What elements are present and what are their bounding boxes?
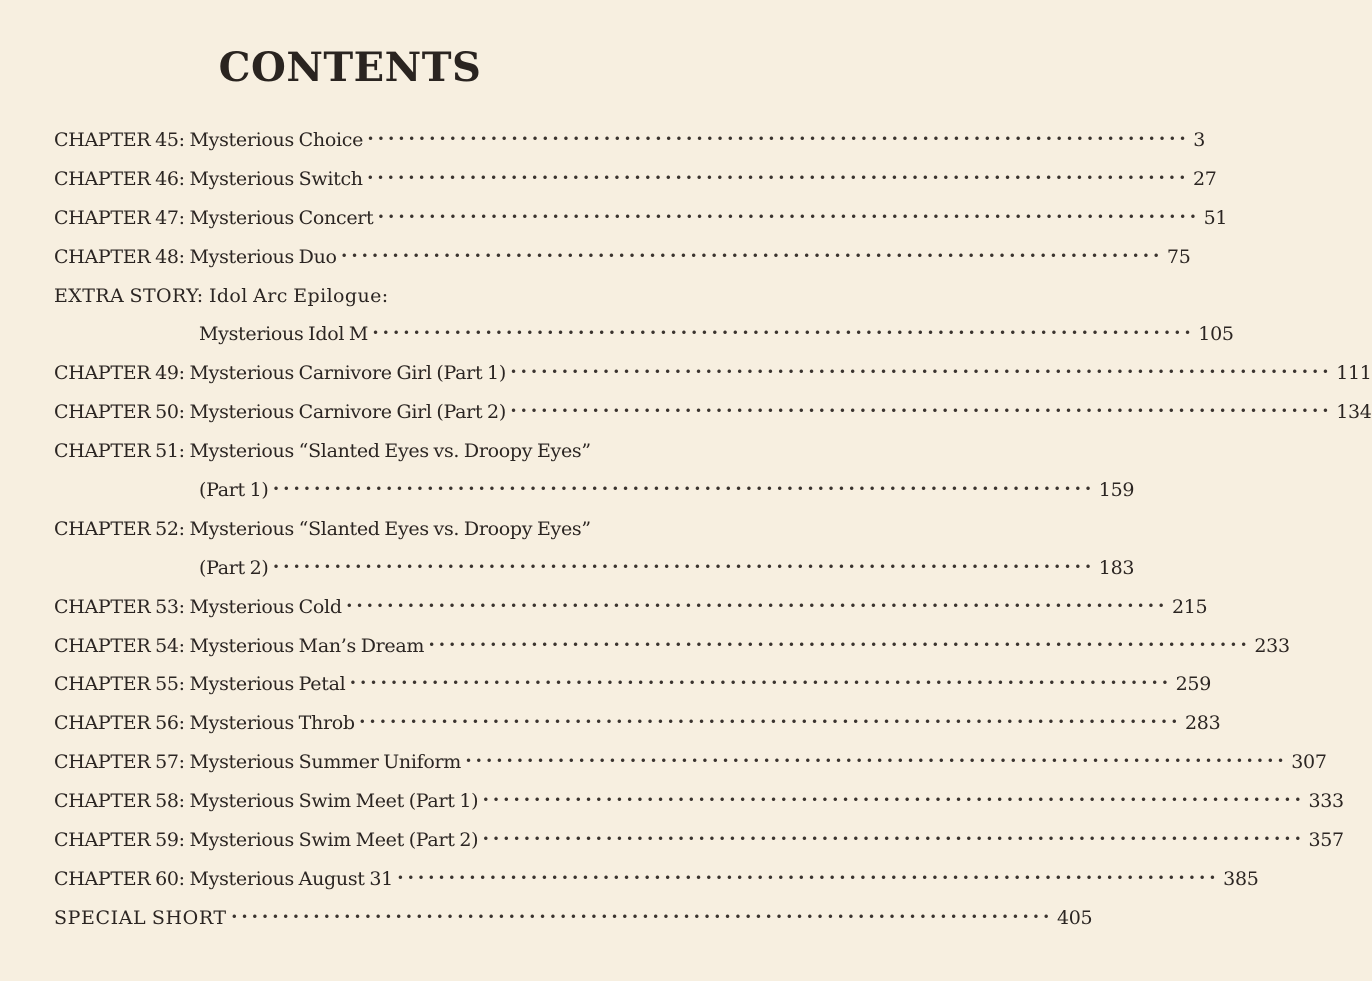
entry-page-number: 385 [1223, 867, 1259, 890]
toc-entry [54, 782, 1344, 821]
entry-label: (Part 1) [199, 479, 269, 502]
dot-leader: •••••••••••••••••••••••••••••••••••••••••••••••••••••••••••••••••••••••••••••••• [465, 754, 1288, 769]
entry-page-number: 357 [1308, 829, 1344, 852]
entry-page-number: 283 [1185, 712, 1221, 735]
toc-entry [54, 665, 1212, 704]
entry-label: CHAPTER 58: Mysterious Swim Meet (Part 1) [54, 790, 479, 813]
entry-label: CHAPTER 47: Mysterious Concert [54, 206, 374, 229]
toc-entry-heading [54, 510, 658, 549]
dot-leader: •••••••••••••••••••••••••••••••••••••••••••••••••••••••••••••••••••••••••••••••• [482, 793, 1305, 808]
toc-entry [54, 743, 1327, 782]
entry-label: CHAPTER 60: Mysterious August 31 [54, 867, 393, 890]
entry-label: CHAPTER 48: Mysterious Duo [54, 245, 337, 268]
entry-label: CHAPTER 53: Mysterious Cold [54, 595, 342, 618]
entry-label: SPECIAL SHORT [54, 906, 227, 929]
dot-leader: •••••••••••••••••••••••••••••••••••••••••••••••••••••••••••••••••••••••••••••••• [377, 209, 1200, 224]
dot-leader: •••••••••••••••••••••••••••••••••••••••••••••••••••••••••••••••••••••••••••••••• [482, 832, 1305, 847]
dot-leader: •••••••••••••••••••••••••••••••••••••••••••••••••••••••••••••••••••••••••••••••• [349, 676, 1172, 691]
page-title: CONTENTS [218, 44, 482, 91]
entry-label: Mysterious Idol M [199, 323, 369, 346]
dot-leader: •••••••••••••••••••••••••••••••••••••••••••••••••••••••••••••••••••••••••••••••• [396, 870, 1220, 885]
toc-entry [54, 160, 1217, 199]
toc-entry [54, 238, 1191, 277]
toc-entry-heading [54, 432, 658, 471]
dot-leader: •••••••••••••••••••••••••••••••••••••••••••••••••••••••••••••••••••••••••••••••• [509, 365, 1333, 380]
entry-label: CHAPTER 54: Mysterious Man’s Dream [54, 634, 425, 657]
entry-page-number: 75 [1166, 245, 1191, 268]
entry-page-number: 51 [1203, 206, 1228, 229]
toc-entry [54, 549, 1135, 588]
dot-leader: •••••••••••••••••••••••••••••••••••••••••••••••••••••••••••••••••••••••••••••••• [272, 482, 1095, 497]
entry-page-number: 233 [1254, 634, 1290, 657]
dot-leader: •••••••••••••••••••••••••••••••••••••••••••••••••••••••••••••••••••••••••••••••• [372, 326, 1195, 341]
dot-leader: •••••••••••••••••••••••••••••••••••••••••••••••••••••••••••••••••••••••••••••••• [230, 909, 1053, 924]
dot-leader: •••••••••••••••••••••••••••••••••••••••••••••••••••••••••••••••••••••••••••••••• [366, 170, 1189, 185]
dot-leader: •••••••••••••••••••••••••••••••••••••••••••••••••••••••••••••••••••••••••••••••• [428, 637, 1251, 652]
toc-entry [54, 471, 1135, 510]
entry-page-number: 333 [1308, 790, 1344, 813]
dot-leader: •••••••••••••••••••••••••••••••••••••••••••••••••••••••••••••••••••••••••••••••• [358, 715, 1182, 730]
toc-entry [54, 393, 1372, 432]
entry-page-number: 134 [1336, 401, 1372, 424]
entry-page-number: 183 [1098, 556, 1135, 579]
dot-leader: •••••••••••••••••••••••••••••••••••••••••••••••••••••••••••••••••••••••••••••••• [345, 598, 1168, 613]
toc-entry [54, 821, 1344, 860]
toc-entry-heading [54, 277, 658, 316]
toc-entry [54, 315, 1234, 354]
toc-entry [54, 704, 1221, 743]
toc-entry [54, 860, 1259, 899]
table-of-contents [54, 121, 1372, 938]
entry-label: CHAPTER 46: Mysterious Switch [54, 167, 363, 190]
entry-label: CHAPTER 50: Mysterious Carnivore Girl (Part 2) [54, 401, 506, 424]
dot-leader: •••••••••••••••••••••••••••••••••••••••••••••••••••••••••••••••••••••••••••••••• [509, 404, 1333, 419]
entry-page-number: 27 [1192, 167, 1217, 190]
entry-label: EXTRA STORY: Idol Arc Epilogue: [54, 284, 389, 307]
entry-label: CHAPTER 57: Mysterious Summer Uniform [54, 751, 462, 774]
toc-entry [54, 899, 1093, 938]
entry-page-number: 215 [1171, 595, 1208, 618]
toc-entry [54, 627, 1290, 666]
entry-label: (Part 2) [199, 556, 269, 579]
entry-label: CHAPTER 51: Mysterious “Slanted Eyes vs. Droopy Eyes” [54, 440, 591, 463]
dot-leader: •••••••••••••••••••••••••••••••••••••••••••••••••••••••••••••••••••••••••••••••• [340, 248, 1163, 263]
entry-page-number: 105 [1198, 323, 1234, 346]
entry-page-number: 405 [1056, 906, 1093, 929]
entry-label: CHAPTER 45: Mysterious Choice [54, 129, 364, 151]
entry-page-number: 307 [1291, 751, 1327, 774]
entry-label: CHAPTER 52: Mysterious “Slanted Eyes vs. Droopy Eyes” [54, 517, 591, 540]
entry-page-number: 259 [1175, 673, 1212, 696]
entry-label: CHAPTER 55: Mysterious Petal [54, 673, 346, 696]
entry-page-number: 159 [1098, 479, 1135, 502]
toc-entry [54, 588, 1208, 627]
entry-page-number: 3 [1193, 129, 1206, 151]
toc-entry [54, 354, 1372, 393]
entry-label: CHAPTER 59: Mysterious Swim Meet (Part 2) [54, 829, 479, 852]
entry-page-number: 111 [1336, 362, 1372, 385]
dot-leader: •••••••••••••••••••••••••••••••••••••••••••••••••••••••••••••••••••••••••••••••• [272, 559, 1095, 574]
entry-label: CHAPTER 56: Mysterious Throb [54, 712, 355, 735]
entry-label: CHAPTER 49: Mysterious Carnivore Girl (Part 1) [54, 362, 506, 385]
dot-leader: •••••••••••••••••••••••••••••••••••••••••••••••••••••••••••••••••••••••••••••••• [367, 132, 1190, 146]
toc-entry [54, 199, 1228, 238]
toc-entry [54, 121, 1206, 160]
